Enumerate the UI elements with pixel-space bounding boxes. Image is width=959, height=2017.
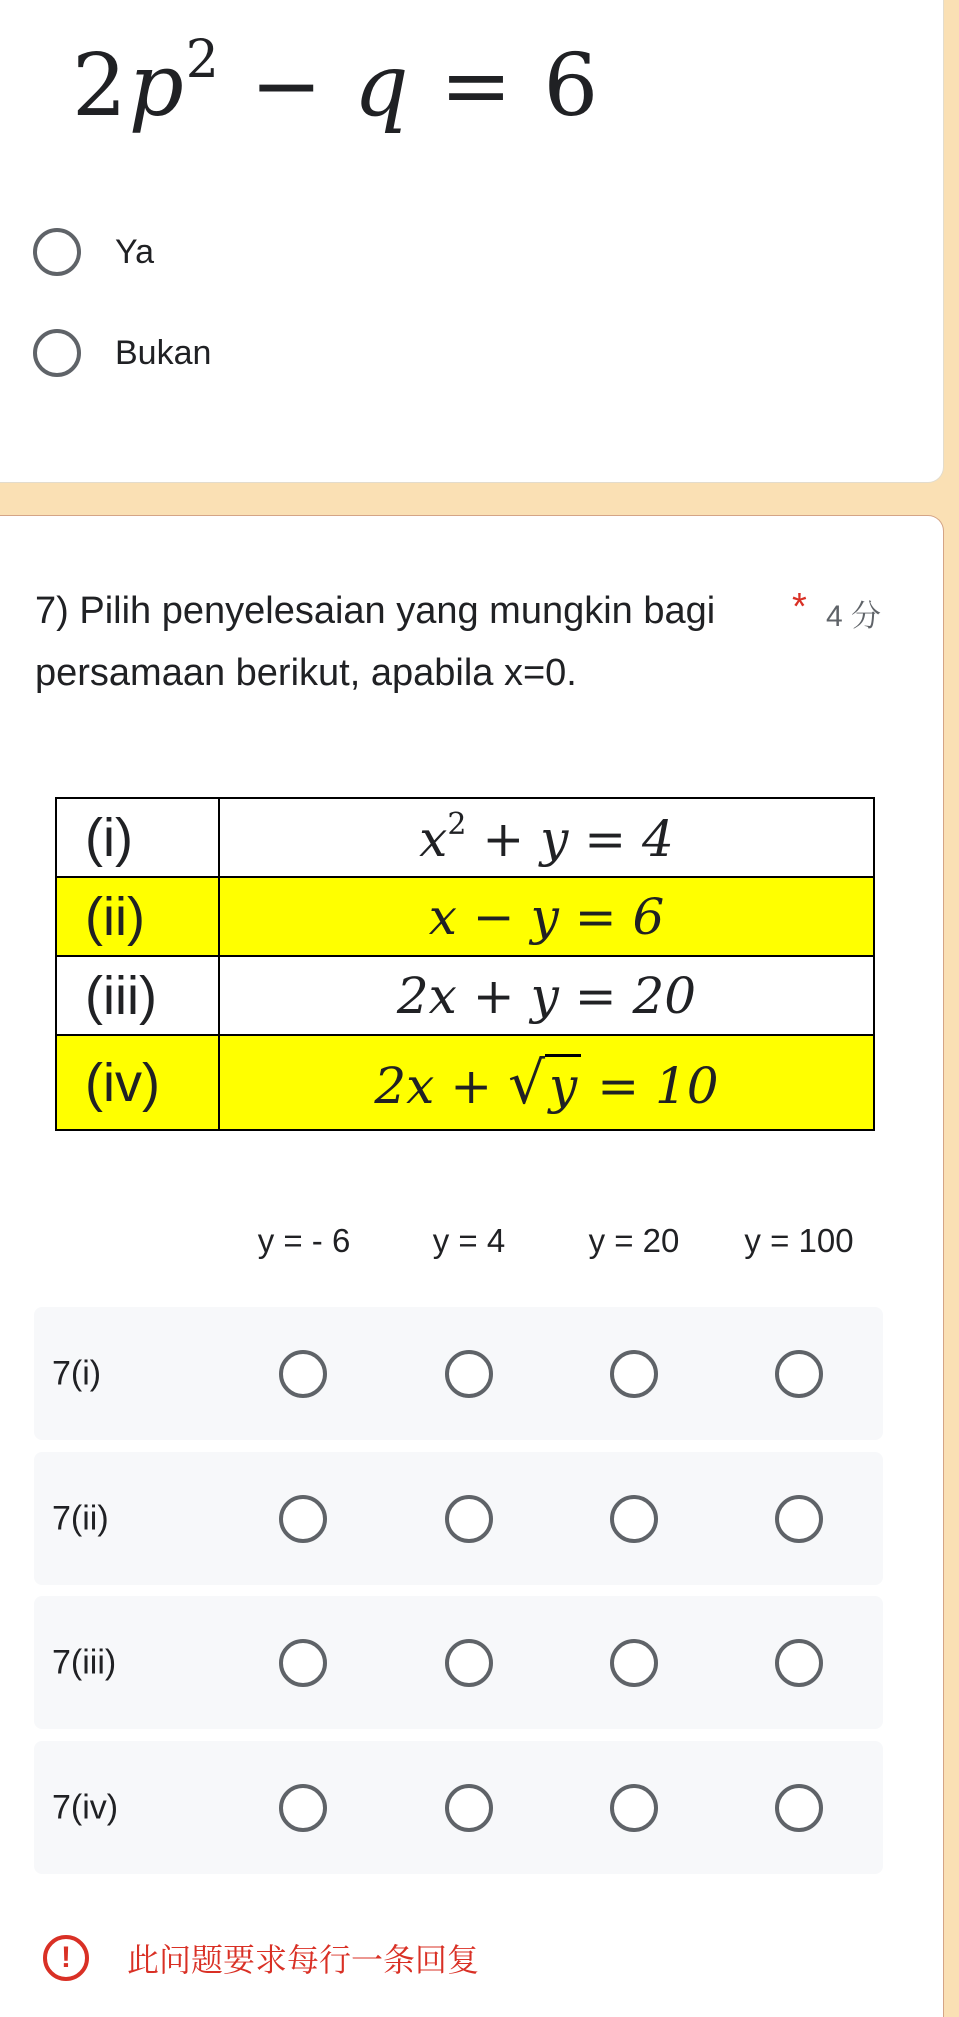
option-ya[interactable] [33,228,154,276]
grid-row-7iii [34,1596,883,1729]
radio-bukan[interactable] [33,329,81,377]
radio-7i-y-4[interactable] [445,1350,493,1398]
radio-7iii-y-neg6[interactable] [279,1639,327,1687]
sqrt-argument: y [545,1054,581,1115]
grid-column-header: y = 20 [588,1222,680,1259]
equation-rhs: 6 [543,36,601,136]
validation-error [43,1935,479,1981]
grid-row-label: 7(iii) [52,1643,117,1681]
radio-7iii-y-100[interactable] [775,1639,823,1687]
previous-question-card [0,0,944,483]
option-bukan[interactable] [33,329,211,377]
radio-7iii-y-4[interactable] [445,1639,493,1687]
option-ya-label: Ya [115,232,155,271]
equation-var: x [419,810,448,868]
grid-row-label: 7(ii) [52,1499,109,1537]
equation-equals: = [440,36,515,136]
radio-7iv-y-neg6[interactable] [279,1784,327,1832]
square-root [508,1049,581,1117]
equation-minus: − [250,36,325,136]
equation-row-ii [56,877,874,956]
option-bukan-label: Bukan [115,333,212,372]
equation-label: (i) [56,798,219,877]
grid-row-7ii [34,1452,883,1585]
equation-row-iv [56,1035,874,1130]
equation-cell [219,798,874,877]
error-icon: ! [43,1935,89,1981]
equation-post: = 10 [581,1056,719,1115]
question-title: 7) Pilih penyelesaian yang mungkin bagi persamaan berikut, apabila x=0. [35,590,716,694]
equation-cell [219,1035,874,1130]
equation-row-iii [56,956,874,1035]
equation-cell: 2x + y = 20 [219,956,874,1035]
radical-sign: √ [508,1048,546,1117]
equation-label: (iii) [56,956,219,1035]
equation-2p2-q-6 [72,30,600,136]
radio-7i-y-20[interactable] [610,1350,658,1398]
radio-7ii-y-20[interactable] [610,1495,658,1543]
grid-column-header: y = - 6 [257,1222,351,1259]
radio-ya[interactable] [33,228,81,276]
radio-7i-y-100[interactable] [775,1350,823,1398]
equation-label: (iv) [56,1035,219,1130]
grid-row-label: 7(i) [52,1354,102,1392]
radio-7ii-y-neg6[interactable] [279,1495,327,1543]
equation-exponent: 2 [185,30,221,90]
grid-row-label: 7(iv) [52,1788,119,1826]
equation-coef: 2 [72,36,129,136]
equation-rest: + y = 4 [482,810,674,868]
equation-pre: 2x + [374,1056,509,1115]
error-message: 此问题要求每行一条回复 [127,1941,480,1979]
equation-cell: x − y = 6 [219,877,874,956]
grid-row-7i [34,1307,883,1440]
question-points: 4 分 [826,600,882,633]
radio-7iv-y-100[interactable] [775,1784,823,1832]
radio-7ii-y-4[interactable] [445,1495,493,1543]
equation-label: (ii) [56,877,219,956]
equation-var-p: p [128,36,186,136]
equation-row-i [56,798,874,877]
equation-exponent: 2 [447,807,467,842]
required-asterisk: * [792,586,807,628]
radio-7iii-y-20[interactable] [610,1639,658,1687]
radio-7ii-y-100[interactable] [775,1495,823,1543]
equation-var-q: q [353,36,411,136]
grid-column-header: y = 100 [744,1222,854,1259]
radio-7iv-y-4[interactable] [445,1784,493,1832]
grid-row-7iv [34,1741,883,1874]
radio-7iv-y-20[interactable] [610,1784,658,1832]
grid-column-header: y = 4 [432,1222,506,1259]
equation-table [55,797,875,1131]
radio-7i-y-neg6[interactable] [279,1350,327,1398]
